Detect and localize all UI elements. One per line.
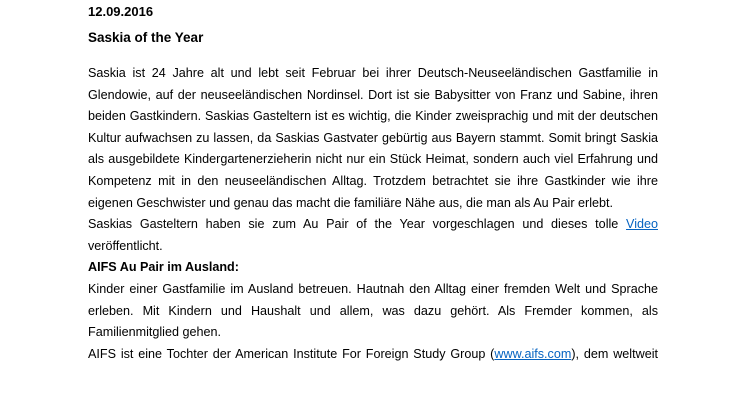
video-link[interactable]: Video bbox=[626, 217, 658, 232]
article-body bbox=[88, 63, 658, 365]
aifs-sentence: AIFS ist eine Tochter der American Institute For Foreign Study Group ( bbox=[88, 346, 495, 361]
article-title: Saskia of the Year bbox=[88, 30, 204, 45]
video-sentence: Saskias Gasteltern haben sie zum Au Pair of the Year vorgeschlagen und dieses tolle bbox=[88, 217, 627, 232]
text-line: Kompetenz mit in den neuseeländischen Alltag. Trotzdem betrachtet sie ihre Gastkinder wie ihre bbox=[88, 173, 658, 188]
section-heading: AIFS Au Pair im Ausland: bbox=[88, 260, 239, 275]
aifs-sentence-tail: ), dem weltweit bbox=[571, 346, 658, 361]
video-paragraph bbox=[88, 214, 658, 257]
text-line bbox=[88, 214, 658, 236]
text-line: Saskia ist 24 Jahre alt und lebt seit Februar bei ihrer Deutsch-Neuseeländischen Gastfamilie in bbox=[88, 66, 658, 80]
text-line: Kultur aufwachsen zu lassen, da Saskias Gastvater gebürtig aus Bayern stammt. Somit bringt Saskia bbox=[88, 130, 658, 145]
text-line: beiden Gastkindern. Saskias Gasteltern ist es wichtig, die Kinder zweisprachig und mit der deutschen bbox=[88, 109, 658, 124]
text-line: veröffentlicht. bbox=[88, 238, 163, 253]
text-line: Kinder einer Gastfamilie im Ausland betreuen. Hautnah den Alltag einer fremden Welt und Sprache bbox=[88, 281, 658, 296]
article-date: 12.09.2016 bbox=[88, 4, 154, 19]
text-line: erleben. Mit Kindern und Haushalt und allem, was dazu gehört. Als Fremder kommen, als bbox=[88, 303, 658, 318]
text-line bbox=[88, 344, 658, 366]
text-line: als ausgebildete Kindergartenerzieherin nicht nur ein Stück Heimat, sondern auch viel Erfahrung und bbox=[88, 152, 658, 167]
text-line: Glendowie, auf der neuseeländischen Nordinsel. Dort ist sie Babysitter von Franz und Sabine, ihren bbox=[88, 87, 658, 102]
aifs-paragraph bbox=[88, 344, 658, 366]
text-line: eigenen Geschwister und genau das macht die familiäre Nähe aus, die man als Au Pair erlebt. bbox=[88, 195, 614, 210]
intro-paragraph bbox=[88, 63, 658, 214]
aifs-website-link[interactable]: www.aifs.com bbox=[494, 346, 572, 361]
au-pair-paragraph bbox=[88, 279, 658, 344]
text-line: Familienmitglied gehen. bbox=[88, 325, 222, 340]
